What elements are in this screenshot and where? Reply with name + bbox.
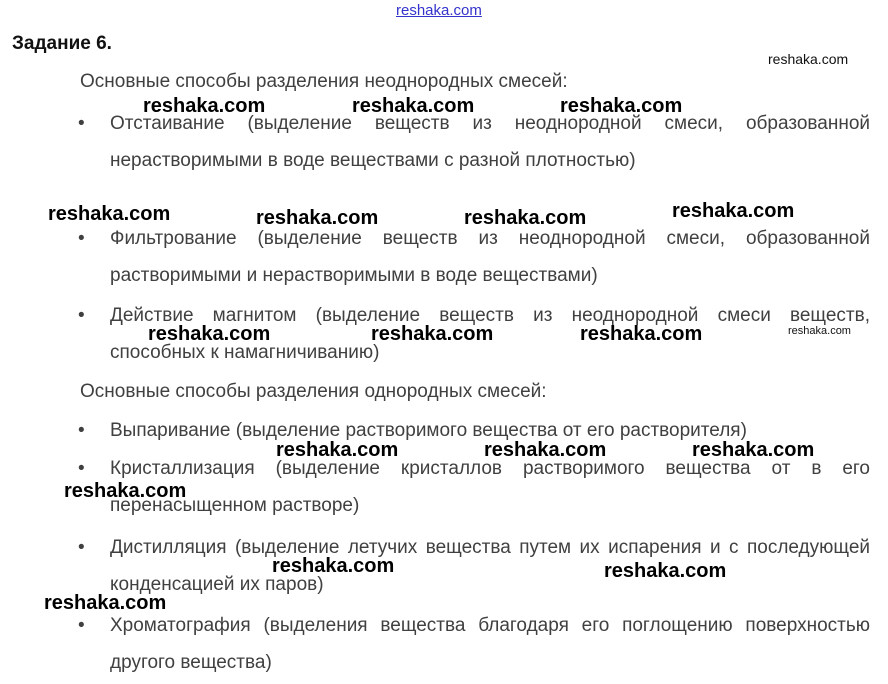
list-item-text: Дистилляция (выделение летучих вещества путем их испарения и с последующей конденсацией их паров) [110, 537, 870, 595]
watermark: reshaka.com [560, 95, 683, 117]
list-item-text: Отстаивание (выделение веществ из неоднородной смеси, образованной нерастворимыми в воде веществами с разной плотностью) [110, 113, 870, 171]
bullet-icon: • [78, 458, 85, 479]
watermark: reshaka.com [276, 439, 399, 461]
bullet-icon: • [78, 420, 85, 441]
list-item-text: Хроматография (выделения вещества благодаря его поглощению поверхностью другого вещества) [110, 615, 870, 673]
watermark: reshaka.com [604, 560, 727, 582]
watermark: reshaka.com [371, 323, 494, 345]
watermark: reshaka.com [484, 439, 607, 461]
bullet-icon: • [78, 228, 85, 249]
watermark: reshaka.com [672, 200, 795, 222]
bullet-icon: • [78, 537, 85, 558]
list-item-filtering [78, 220, 870, 294]
list-item-distillation [78, 529, 870, 603]
homogeneous-heading: Основные способы разделения однородных смесей: [80, 381, 547, 402]
bullet-icon: • [78, 615, 85, 636]
site-link[interactable]: reshaka.com [396, 2, 482, 19]
heterogeneous-heading: Основные способы разделения неоднородных смесей: [80, 71, 568, 92]
list-item-text: Фильтрование (выделение веществ из неоднородной смеси, образованной растворимыми и нерастворимыми в воде веществами) [110, 228, 870, 286]
watermark: reshaka.com [768, 51, 849, 67]
watermark: reshaka.com [64, 480, 187, 502]
list-item-text: Выпаривание (выделение растворимого вещества от его растворителя) [110, 420, 747, 441]
bullet-icon: • [78, 305, 85, 326]
watermark: reshaka.com [464, 207, 587, 229]
watermark: reshaka.com [580, 323, 703, 345]
list-item-chromatography [78, 607, 870, 681]
bullet-icon: • [78, 113, 85, 134]
watermark: reshaka.com [143, 95, 266, 117]
watermark: reshaka.com [44, 592, 167, 614]
watermark: reshaka.com [692, 439, 815, 461]
watermark: reshaka.com [48, 203, 171, 225]
watermark: reshaka.com [788, 325, 851, 337]
task-title: Задание 6. [12, 33, 112, 54]
watermark: reshaka.com [256, 207, 379, 229]
list-item-text: Кристаллизация (выделение кристаллов растворимого вещества от в его перенасыщенном растворе) [110, 458, 870, 516]
watermark: reshaka.com [272, 555, 395, 577]
list-item-text: Действие магнитом (выделение веществ из неоднородной смеси веществ, способных к намагничиванию) [110, 305, 870, 363]
watermark: reshaka.com [148, 323, 271, 345]
watermark: reshaka.com [352, 95, 475, 117]
